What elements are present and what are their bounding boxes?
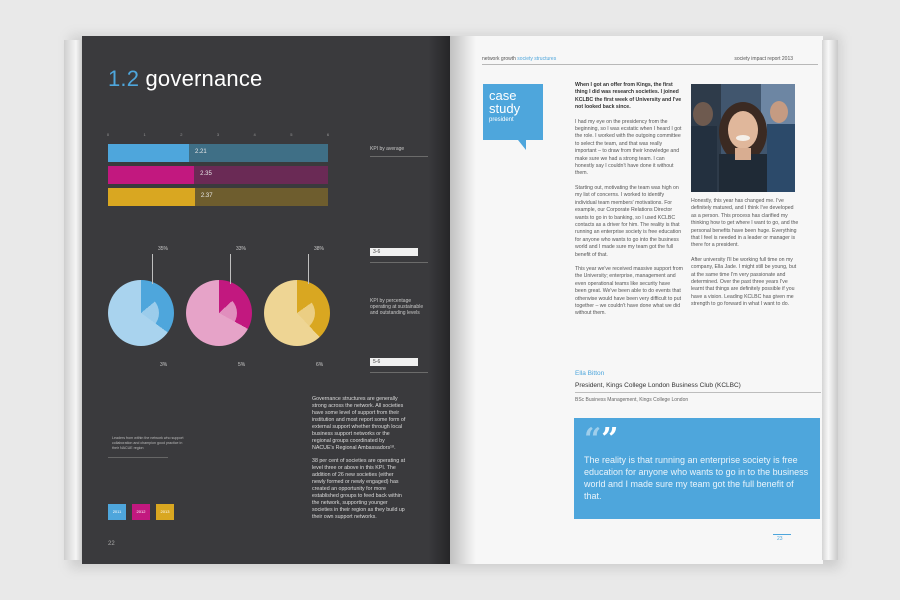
signature-rule [575,392,821,393]
speech-tail [518,140,526,150]
legend-swatch: 2012 [132,504,150,520]
case-study-column-1 [575,82,683,325]
donut-top-percent: 35% [158,246,169,252]
header-right: society impact report 2013 [734,56,793,62]
donut-bottom-percent: 6% [316,362,324,368]
case-study-heading [489,89,520,115]
quote-text: The reality is that running an enterprise society is free education for anyone who wants to go in to the business world and I made sure my team got the full benefit of that. [584,455,809,501]
study-word: study [489,101,521,116]
kpi-percentage-label: KPI by percentage operating at sustainable and outstanding levels [370,298,424,316]
kpi-average-rule [370,156,428,157]
axis-tick: 3 [216,132,220,137]
quote-marks-icon: “” [584,422,619,457]
case-study-badge [483,84,543,140]
axis-tick: 5 [290,132,293,137]
paragraph-1: I had my eye on the presidency from the beginning, so I was ecstatic when I heard I got the role. I worked with the outgoing committee to select the team, and that was really important – to draw from their knowledge and make sure we had a strong team. I can honestly say I couldn't have done it without them. [575,118,682,177]
governance-paragraph-1: Governance structures are generally strong across the network. All societies have some level of support from their institution and most report some form of external support whether through local business support networks or the regional groups coordinated by NACUE's Regional Ambassadors¹⁸. [312,396,406,451]
bar-axis [108,132,330,140]
person-degree: BSc Business Management, Kings College London [575,397,689,403]
donut-inner [279,295,315,331]
donut-bottom-percent: 5% [238,362,246,368]
leaders-note: Leaders from within the network who support collaboration and champion good practice in their NACUE region [112,436,184,450]
donut-chart [264,280,330,346]
left-page [82,36,450,564]
bar-fill [108,188,195,206]
donut-leader-line [230,254,231,284]
person-name: Ella Bitton [575,370,605,377]
section-title: governance [145,66,263,91]
header-subsection: society structures [517,56,557,62]
section-number: 1.2 [108,66,140,91]
bar-value-label: 2.21 [195,149,207,155]
header-left [482,56,556,62]
right-page-edge [822,40,838,560]
donut-leader-line [152,254,153,284]
axis-tick: 2 [180,132,183,137]
case-study-column-2 [691,198,799,316]
axis-tick: 4 [253,132,256,137]
legend-swatch: 2011 [108,504,126,520]
left-page-edge [64,40,84,560]
kpi-rule-1 [370,262,428,263]
case-study-subtitle: president [489,117,514,123]
donut-inner [123,295,159,331]
governance-body [312,396,408,527]
donut-bottom-percent: 3% [160,362,168,368]
portrait-photo [691,84,795,192]
bar-fill [108,144,189,162]
donut-chart [186,280,252,346]
lead-paragraph: When I got an offer from Kings, the first thing I did was research societies. I joined KCLBC the first week of University and I've not looked back since. [575,82,682,111]
legend-swatch: 2013 [156,504,174,520]
person-role: President, Kings College London Business Club (KCLBC) [575,382,741,389]
donut-leader-line [308,254,309,284]
donut-top-percent: 38% [314,246,325,252]
page-number-left: 22 [108,541,115,547]
donut-top-percent: 33% [236,246,247,252]
header-section: network growth [482,56,516,62]
page-number-rule [773,534,791,535]
donut-chart [108,280,174,346]
axis-tick: 6 [326,132,330,137]
page-number-right: 23 [777,536,783,542]
page-title [108,66,262,92]
axis-tick: 0 [106,132,110,137]
bar-fill [108,166,194,184]
axis-tick: 1 [143,132,146,137]
donut-inner [201,295,237,331]
paragraph-5: After university I'll be working full time on my company, Ella Jade. I might still be young, but at the same time I'm very passionate and determined. Over the past three years I've learnt that things are definitely possible if you have a vision. Leading KCLBC has given me strength to go forward in what I want to do. [691,256,797,308]
kpi-rule-2 [370,372,428,373]
paragraph-4: Honestly, this year has changed me. I've definitely matured, and I think I've developed as a person. This process has clarified my thinking how to get where I want to go, and the personal benefits have been huge. Everything that I feel is needed in a leader or manager is there for a president. [691,198,799,249]
pull-quote [574,418,820,519]
paragraph-2: Starting out, motivating the team was high on my list of concerns. I worked to identify individual team members' motivations. For example, our Corporate Relations Director wants to go in to banking, so I used KCLBC contacts as a driver for him. The reality is that running an enterprise society is free education for anyone who wants to go into the business world and I made sure my team got the full benefit of that. [575,184,682,258]
bar-value-label: 2.35 [200,171,212,177]
header-rule [482,64,818,65]
kpi-pill-top: 3-6 [370,248,418,256]
bar-value-label: 2.37 [200,193,213,199]
note-rule [108,457,168,458]
right-page [450,36,823,564]
paragraph-3: This year we've received massive support from the University; enterprise, management and even operational teams like security have been great. We've been able to do events that otherwise would have been very difficult to put together – we couldn't have done what we did without them. [575,265,683,317]
portrait-illustration [691,84,795,192]
governance-paragraph-2: 38 per cent of societies are operating at level three or above in this KPI. The addition of 26 new societies (either newly formed or newly engaged) has created an opportunity for more established groups to feed back within the network, supporting younger societies in their region as they build up their own support networks. [312,458,406,520]
case-word: case [489,88,517,103]
kpi-average-label: KPI by average [370,146,405,152]
kpi-pill-bottom: 5-6 [370,358,418,366]
